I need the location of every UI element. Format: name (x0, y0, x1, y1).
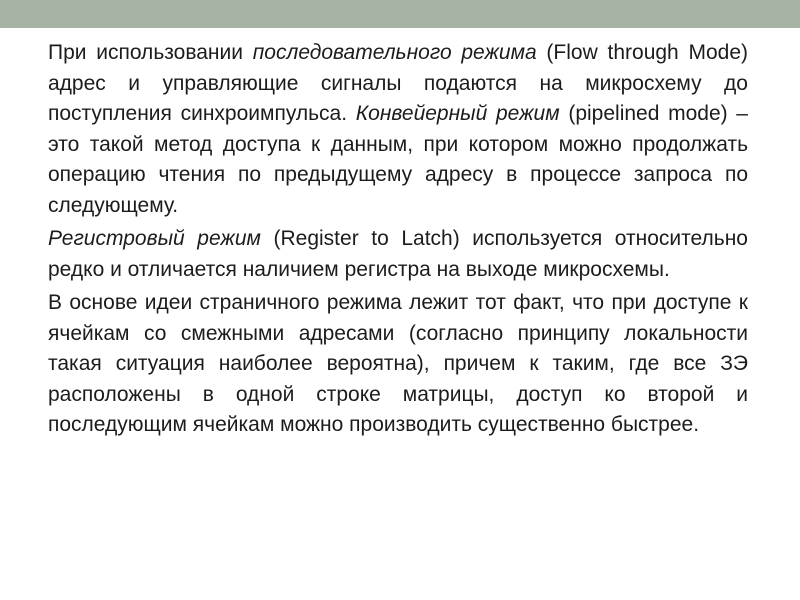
text-line: расположены в одной строке матрицы, доступ ко второй (48, 382, 715, 406)
text-line: существенно быстрее. (477, 413, 700, 436)
text-line: выходе микросхемы. (465, 257, 670, 281)
text-line: При использовании (48, 41, 253, 64)
term-pipelined-mode: Конвейерный режим (355, 102, 560, 125)
term-register-mode: Регистровый режим (48, 227, 261, 250)
text-line: доступа к данным, при котором можно продолжать (222, 132, 749, 156)
text-line: запроса по следующему. (48, 163, 749, 217)
paragraph-page-mode (48, 288, 748, 441)
text-line: (Flow (536, 41, 598, 64)
text-line: операцию чтения по предыдущему адресу в процессе (48, 163, 622, 186)
text-line: (pipelined mode) – это такой метод (48, 102, 748, 156)
text-line: наиболее вероятна), причем к таким, где все ЗЭ (218, 352, 749, 375)
paragraph-register-mode (48, 224, 748, 285)
text-line: и последующим ячейкам можно производить (48, 382, 748, 436)
slide-header-bar (0, 0, 800, 28)
text-line: (согласно принципу локальности такая ситуация (48, 321, 749, 375)
text-line: (Register to Latch) используется (260, 227, 603, 250)
slide-body-text (48, 38, 748, 444)
paragraph-access-modes (48, 38, 748, 221)
term-sequential-mode: последовательного режима (252, 41, 537, 64)
text-line: through Mode) адрес и управляющие сигналы подаются (48, 41, 749, 95)
text-line: относительно редко и отличается наличием регистра на (48, 227, 748, 281)
text-line: на микросхему до поступления синхроимпульса. (48, 71, 748, 125)
text-line: при доступе к ячейкам со смежными адресами (48, 291, 748, 345)
text-line: В основе идеи страничного режима лежит тот факт, что (48, 291, 605, 314)
